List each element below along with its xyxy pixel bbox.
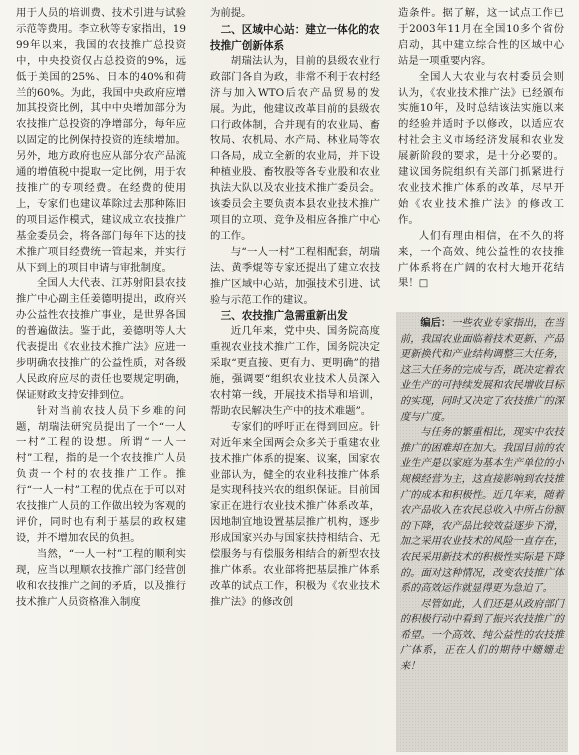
paragraph [398,229,564,293]
paragraph: 与任务的繁重相比，现实中农技推广的困难却在加大。我国目前的农业生产是以家庭为基本生产单位的小规模经营为主，这直接影响到农技推广的成本和积极性。近几年来，随着农产品收入在农民总收入中所占份额的下降，农产品比较效益逐步下滑，加之采用农业技术的风险一直存在，农民采用新技术的积极性实际是下降的。面对这种情况，改变农技推广体系的高效运作就显得更为急迫了。 [400,427,564,595]
text-column-3 [398,6,564,292]
text-column-2 [210,6,380,611]
paragraph: 专家们的呼吁正在得到回应。针对近年来全国两会众多关于重建农业技术推广体系的提案、议案，国家农业部认为，健全的农业科技推广体系是实现科技兴农的组织保证。目前国家正在进行农业技术推广体系改革，因地制宜地设置基层推广机构，逐步形成国家兴办与国家扶持相结合、无偿服务与有偿服务相结合的新型农技推广体系。农业部将把基层推广体系改革的试点工作，积极为《农业技术推广法》的修改创 [210,420,380,608]
paragraph: 尽管如此，人们还是从政府部门的积极行动中看到了振兴农技推广的希望。一个高效、纯公益性的农技推广体系，正在人们的期待中姗姗走来！ [400,598,564,673]
paragraph: 为前提。 [210,7,252,19]
paragraph: 一些农业专家指出，在当前，我国农业面临着技术更新、产品更新换代和产业结构调整三大任务，这三大任务的完成与否，既决定着农业生产的可持续发展和农民增收目标的实现，同时又决定了农技推广的深度与广度。 [400,318,565,423]
paragraph: 全国人大代表、江苏射阳县农技推广中心副主任姜德明提出，政府兴办公益性农技推广事业，是世界各国的普遍做法。鉴于此，姜德明等人大代表提出《农业技术推广法》应进一步明确农技推广的公益性质，对各级人民政府应尽的责任也要规定明确，保证财政支持安排到位。 [16,277,186,401]
paragraph: 近几年来，党中央、国务院高度重视农业技术推广工作，国务院决定采取“更直接、更有力、更明确”的措施，强调要“组织农业技术人员深入农村第一线，开展技术指导和培训，帮助农民解决生产中的技术难题”。 [210,325,380,417]
end-mark: □ [418,278,429,290]
editor-note-label: 编后： [420,317,452,329]
paragraph: 胡瑞法认为，目前的县级农业行政部门各自为政，非常不利于农村经济与加入WTO后农产品贸易的发展。为此，他建议改革目前的县级农口行政体制，合并现有的农业局、畜牧局、农机局、水产局、林业局等农口各局，成立全新的农业局，并下设种植业股、畜牧股等各专业股和农业执法大队以及农业技术推广委员会。该委员会主要负责本县农业技术推广项目的立项、竞争及相应各推广中心的工作。 [210,54,380,242]
section-heading: 三、农技推广急需重新出发 [220,310,348,323]
editor-note-text [400,316,564,675]
paragraph: 与“一人一村”工程相配套，胡瑞法、黄季焜等专家还提出了建立农技推广区域中心站，加强技术引进、试验与示范工作的建议。 [210,245,380,306]
paragraph: 造条件。据了解，这一试点工作已于2003年11月在全国10多个省份启动，其中建立综合性的区域中心站是一项重要内容。 [398,7,564,67]
text-column-1 [16,6,186,610]
paragraph: 当然，“一人一村”工程的顺利实现，应当以理顺农技推广部门经营创收和农技推广之间的矛盾，以及推行技术推广人员资格准入制度 [16,547,186,608]
paragraph: 用于人员的培训费、技术引进与试验示范等费用。李立秋等专家指出，1999年以来，我国的农技推广总投资中，中央投资仅占总投资的9%，远低于美国的25%、日本的40%和荷兰的60%。为此，我国中央政府应增加其投资比例，其中中央增加部分为农技推广总投资的净增部分，每年应以固定的比例保持投资的连续增加。另外，地方政府也应从部分农产品流通的增值税中提取一定比例，用于农技推广的专项经费。在经费的使用上，专家们也建议革除过去那种陈旧的项目运作模式，建议成立农技推广基金委员会，将各部门每年下达的技术推广项目经费统一管起来，并实行从下到上的项目申请与审批制度。 [16,7,186,274]
closing-sentence: 人们有理由相信，在不久的将来，一个高效、纯公益性的农技推广体系将在广阔的农村大地开花结果！ [398,229,564,290]
paragraph: 针对当前农技人员下乡难的问题，胡瑞法研究员提出了一个“一人一村”工程的设想。所谓“一人一村”工程，指的是一个农技推广人员负责一个村的农技推广工作。推行“一人一村”工程的优点在于可以对农技推广人员的工作做出较为客观的评价，同时也有利于基层的政权建设，并不增加农民的负担。 [16,404,186,544]
section-heading: 二、区域中心站：建立一体化的农技推广创新体系 [210,23,380,52]
paragraph: 全国人大农业与农村委员会则认为，《农业技术推广法》已经颁布实施10年，及时总结该法实施以来的经验并适时予以修改，以适应农村社会主义市场经济发展和农业发展新阶段的要求，是十分必要的。建议国务院组织有关部门抓紧进行农业技术推广体系的改革，尽早开始《农业技术推广法》的修改工作。 [398,70,564,226]
